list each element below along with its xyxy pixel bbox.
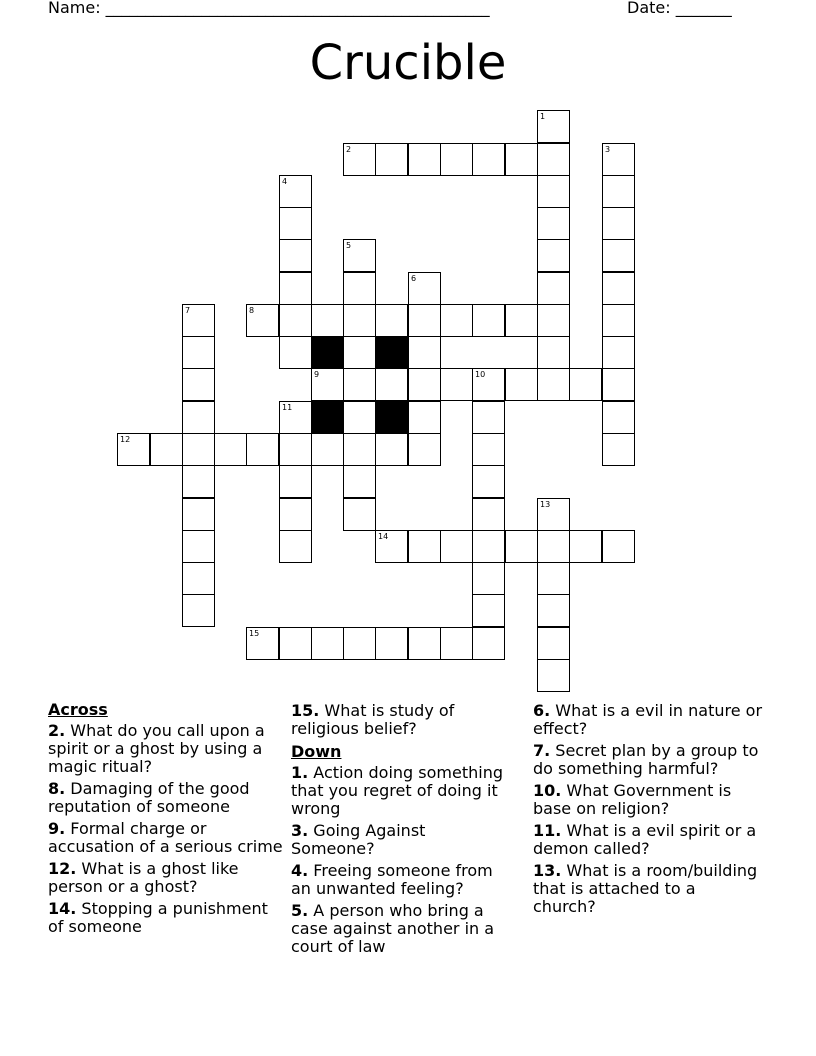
clues-column-3 [533,700,763,920]
grid-cell[interactable] [279,465,312,498]
black-cell [375,401,408,434]
grid-cell[interactable] [182,433,215,466]
grid-cell[interactable] [182,465,215,498]
grid-cell[interactable] [537,304,570,337]
grid-cell[interactable] [602,368,635,401]
grid-cell[interactable] [311,433,344,466]
grid-cell[interactable] [408,272,441,305]
grid-cell[interactable] [375,368,408,401]
grid-cell[interactable] [472,143,505,176]
clue-number: 1 [540,112,546,121]
grid-cell[interactable] [279,433,312,466]
clues-column-2 [291,700,511,960]
grid-cell[interactable] [279,401,312,434]
grid-cell[interactable] [279,175,312,208]
clue-number: 7 [185,306,191,315]
clue-number: 12 [120,435,131,444]
grid-cell[interactable] [472,465,505,498]
grid-cell[interactable] [408,401,441,434]
grid-cell[interactable] [408,627,441,660]
grid-cell[interactable] [472,627,505,660]
grid-cell[interactable] [602,336,635,369]
clue-number: 10 [475,370,486,379]
clue-down-1: 1. Action doing something that you regret of doing it wrong [291,763,503,818]
grid-cell[interactable] [375,530,408,563]
grid-cell[interactable] [537,627,570,660]
grid-cell[interactable] [537,562,570,595]
grid-cell[interactable] [505,304,538,337]
grid-cell[interactable] [602,401,635,434]
clue-number: 4 [282,177,288,186]
grid-cell[interactable] [311,368,344,401]
grid-cell[interactable] [537,207,570,240]
grid-cell[interactable] [279,207,312,240]
clue-number: 13 [540,500,551,509]
black-cell [375,336,408,369]
grid-cell[interactable] [408,143,441,176]
grid-cell[interactable] [343,368,376,401]
grid-cell[interactable] [375,627,408,660]
black-cell [311,336,344,369]
clue-down-7: 7. Secret plan by a group to do something harmful? [533,741,759,778]
grid-cell[interactable] [537,336,570,369]
clue-across-15: 15. What is study of religious belief? [291,701,455,738]
grid-cell[interactable] [343,627,376,660]
grid-cell[interactable] [343,304,376,337]
grid-cell[interactable] [343,239,376,272]
clue-number: 8 [249,306,255,315]
grid-cell[interactable] [182,336,215,369]
grid-cell[interactable] [375,433,408,466]
grid-cell[interactable] [182,562,215,595]
grid-cell[interactable] [279,304,312,337]
clue-number: 11 [282,403,293,412]
grid-cell[interactable] [214,433,247,466]
grid-cell[interactable] [440,304,473,337]
clue-down-3: 3. Going Against Someone? [291,821,426,858]
grid-cell[interactable] [279,498,312,531]
clue-number: 5 [346,241,352,250]
clue-down-10: 10. What Government is base on religion? [533,781,732,818]
grid-cell[interactable] [537,239,570,272]
grid-cell[interactable] [472,433,505,466]
grid-cell[interactable] [440,530,473,563]
grid-cell[interactable] [343,336,376,369]
grid-cell[interactable] [182,304,215,337]
grid-cell[interactable] [375,143,408,176]
down-heading: Down [291,742,342,761]
grid-cell[interactable] [375,304,408,337]
grid-cell[interactable] [182,368,215,401]
grid-cell[interactable] [279,272,312,305]
clue-down-5: 5. A person who bring a case against another in a court of law [291,901,495,956]
clue-across-9: 9. Formal charge or accusation of a serious crime [48,819,283,856]
grid-cell[interactable] [440,368,473,401]
clue-across-12: 12. What is a ghost like person or a ghost? [48,859,239,896]
grid-cell[interactable] [602,530,635,563]
grid-cell[interactable] [408,530,441,563]
grid-cell[interactable] [279,239,312,272]
grid-cell[interactable] [246,304,279,337]
clue-across-8: 8. Damaging of the good reputation of someone [48,779,250,816]
clue-number: 3 [605,145,611,154]
grid-cell[interactable] [343,272,376,305]
grid-cell[interactable] [440,627,473,660]
grid-cell[interactable] [343,465,376,498]
clue-down-13: 13. What is a room/building that is attached to a church? [533,861,758,916]
grid-cell[interactable] [343,143,376,176]
clue-number: 9 [314,370,320,379]
black-cell [311,401,344,434]
page-title: Crucible [309,35,507,91]
grid-cell[interactable] [537,175,570,208]
grid-cell[interactable] [311,304,344,337]
grid-cell[interactable] [408,336,441,369]
grid-cell[interactable] [343,498,376,531]
clue-across-14: 14. Stopping a punishment of someone [48,899,268,936]
grid-cell[interactable] [505,143,538,176]
clue-down-11: 11. What is a evil spirit or a demon called? [533,821,757,858]
grid-cell[interactable] [537,659,570,692]
clue-number: 6 [411,274,417,283]
grid-cell[interactable] [472,562,505,595]
grid-cell[interactable] [569,368,602,401]
grid-cell[interactable] [472,498,505,531]
grid-cell[interactable] [408,304,441,337]
grid-cell[interactable] [472,594,505,627]
grid-cell[interactable] [408,433,441,466]
grid-cell[interactable] [472,530,505,563]
name-field-label: Name: ________________________________________________ [48,0,490,17]
grid-cell[interactable] [602,239,635,272]
grid-cell[interactable] [505,368,538,401]
clue-across-2: 2. What do you call upon a spirit or a ghost by using a magic ritual? [48,721,265,776]
grid-cell[interactable] [246,433,279,466]
grid-cell[interactable] [537,594,570,627]
grid-cell[interactable] [537,498,570,531]
grid-cell[interactable] [537,272,570,305]
grid-cell[interactable] [182,594,215,627]
clue-down-6: 6. What is a evil in nature or effect? [533,701,763,738]
across-heading: Across [48,700,108,719]
grid-cell[interactable] [602,272,635,305]
grid-cell[interactable] [537,143,570,176]
grid-cell[interactable] [246,627,279,660]
grid-cell[interactable] [472,368,505,401]
grid-cell[interactable] [279,530,312,563]
grid-cell[interactable] [602,207,635,240]
grid-cell[interactable] [537,530,570,563]
grid-cell[interactable] [182,401,215,434]
grid-cell[interactable] [569,530,602,563]
grid-cell[interactable] [505,530,538,563]
grid-cell[interactable] [279,627,312,660]
grid-cell[interactable] [440,143,473,176]
grid-cell[interactable] [472,401,505,434]
grid-cell[interactable] [182,498,215,531]
grid-cell[interactable] [279,336,312,369]
clues-column-1 [48,700,284,940]
grid-cell[interactable] [150,433,183,466]
grid-cell[interactable] [343,401,376,434]
clue-down-4: 4. Freeing someone from an unwanted feeling? [291,861,493,898]
grid-cell[interactable] [537,110,570,143]
grid-cell[interactable] [602,433,635,466]
clue-number: 15 [249,629,260,638]
grid-cell[interactable] [311,627,344,660]
grid-cell[interactable] [602,175,635,208]
grid-cell[interactable] [472,304,505,337]
clue-number: 2 [346,145,352,154]
grid-cell[interactable] [343,433,376,466]
grid-cell[interactable] [182,530,215,563]
date-field-label: Date: _______ [627,0,732,17]
grid-cell[interactable] [602,143,635,176]
clue-number: 14 [378,532,389,541]
grid-cell[interactable] [408,368,441,401]
grid-cell[interactable] [117,433,150,466]
grid-cell[interactable] [602,304,635,337]
grid-cell[interactable] [537,368,570,401]
